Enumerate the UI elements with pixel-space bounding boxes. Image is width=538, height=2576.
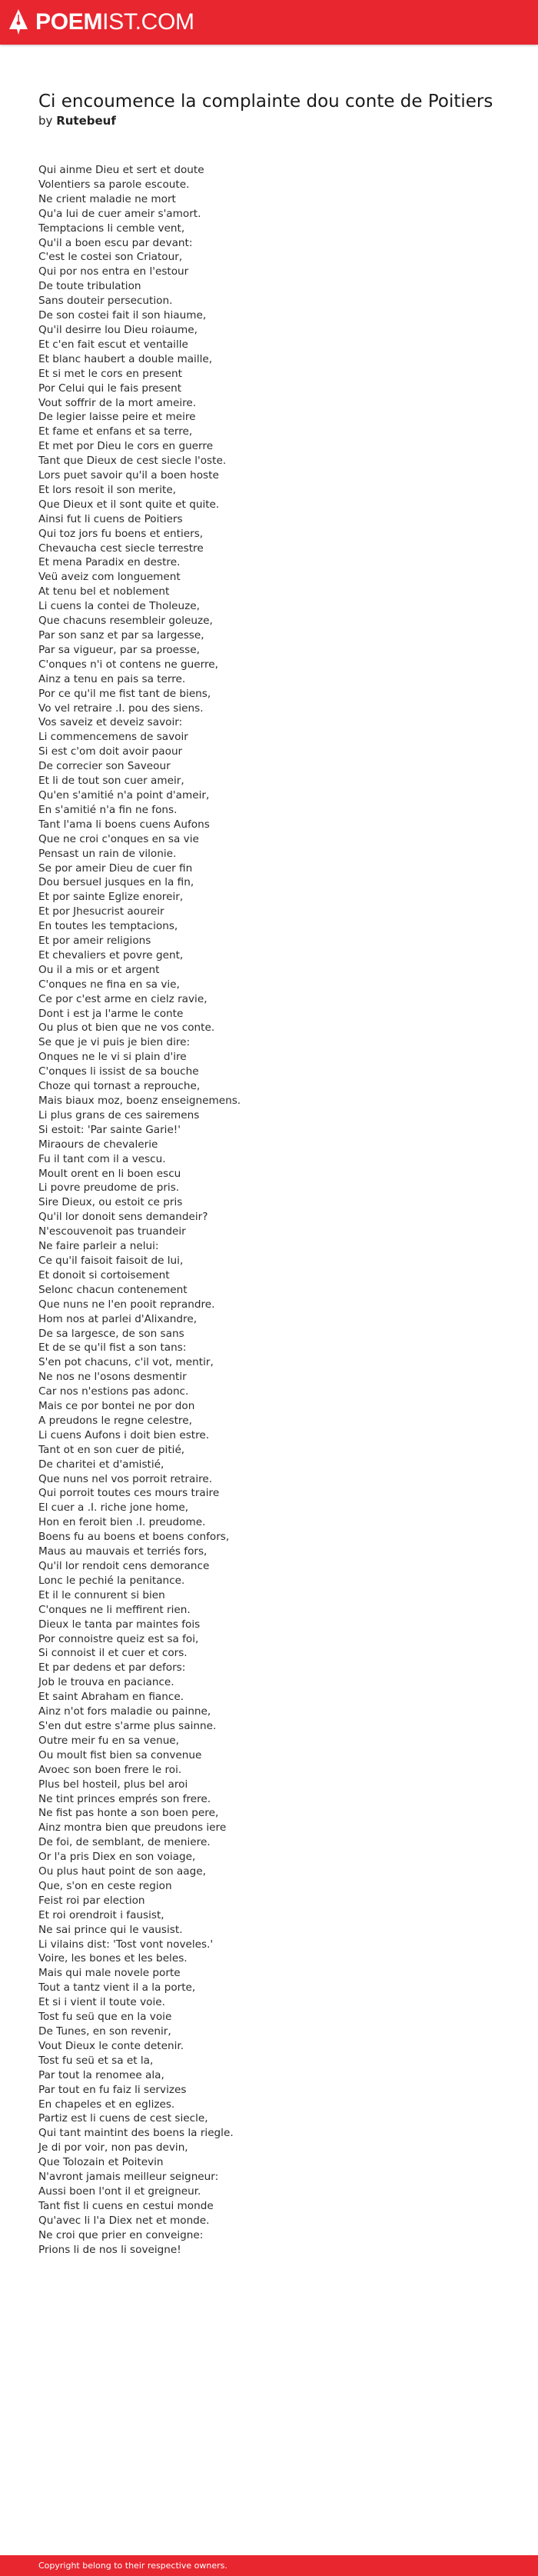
poem-byline — [38, 113, 507, 128]
quill-pen-icon — [8, 8, 29, 36]
site-header — [0, 0, 538, 45]
logo-text-light: IST.COM — [102, 9, 194, 35]
poem-container — [38, 91, 507, 2258]
poem-text: Qui ainme Dieu et sert et doute Volentiers sa parole escoute. Ne crient maladie ne mort Qu'a lui de cuer ameir s'amort. Temptacions li cemble vent, Qu'il a boen escu par devant: C'est le costei son Criatour, Qui por nos entra en l'estour De toute tribulation Sans douteir persecution. De son costei fait il son hiaume, Qu'il desirre lou Dieu roiaume, Et c'en fait escut et ventaille Et blanc haubert a double maille, Et si met le cors en present Por Celui qui le fais present Vout soffrir de la mort ameire. De legier laisse peire et meire Et fame et enfans et sa terre, Et met por Dieu le cors en guerre Tant que Dieux de cest siecle l'oste. Lors puet savoir qu'il a boen hoste Et lors resoit il son merite, Que Dieux et il sont quite et quite. Ainsi fut li cuens de Poitiers Qui toz jors fu boens et entiers, Chevaucha cest siecle terrestre Et mena Paradix en destre. Veü aveiz com longuement At tenu bel et noblement Li cuens la contei de Tholeuze, Que chacuns resembleir goleuze, Par son sanz et par sa largesse, Par sa vigueur, par sa proesse, C'onques n'i ot contens ne guerre, Ainz a tenu en pais sa terre. Por ce qu'il me fist tant de biens, Vo vel retraire .I. pou des siens. Vos saveiz et deveiz savoir: Li commencemens de savoir Si est c'om doit avoir paour De correcier son Saveour Et li de tout son cuer ameir, Qu'en s'amitié n'a point d'ameir, En s'amitié n'a fin ne fons. Tant l'ama li boens cuens Aufons Que ne croi c'onques en sa vie Pensast un rain de vilonie. Se por ameir Dieu de cuer fin Dou bersuel jusques en la fin, Et por sainte Eglize enoreir, Et por Jhesucrist aoureir En toutes les temptacions, Et por ameir religions Et chevaliers et povre gent, Ou il a mis or et argent C'onques ne fina en sa vie, Ce por c'est arme en cielz ravie, Dont i est ja l'arme le conte Ou plus ot bien que ne vos conte. Se que je vi puis je bien dire: Onques ne le vi si plain d'ire C'onques li issist de sa bouche Choze qui tornast a reprouche, Mais biaux moz, boenz enseignemens. Li plus grans de ces sairemens Si estoit: 'Par sainte Garie!' Miraours de chevalerie Fu il tant com il a vescu. Moult orent en li boen escu Li povre preudome de pris. Sire Dieux, ou estoit ce pris Qu'il lor donoit sens demandeir? N'escouvenoit pas truandeir Ne faire parleir a nelui: Ce qu'il faisoit faisoit de lui, Et donoit si cortoisement Selonc chacun contenement Que nuns ne l'en pooit reprandre. Hom nos at parlei d'Alixandre, De sa largesce, de son sans Et de se qu'il fist a son tans: S'en pot chacuns, c'il vot, mentir, Ne nos ne l'osons desmentir Car nos n'estions pas adonc. Mais ce por bontei ne por don A preudons le regne celestre, Li cuens Aufons i doit bien estre. Tant ot en son cuer de pitié, De charitei et d'amistié, Que nuns nel vos porroit retraire. Qui porroit toutes ces mours traire El cuer a .I. riche jone home, Hon en feroit bien .I. preudome. Boens fu au boens et boens confors, Maus au mauvais et terriés fors, Qu'il lor rendoit cens demorance Lonc le pechié la penitance. Et il le connurent si bien C'onques ne li meffirent rien. Dieux le tanta par maintes fois Por connoistre queiz est sa foi, Si connoist il et cuer et cors. Et par dedens et par defors: Job le trouva en paciance. Et saint Abraham en fiance. Ainz n'ot fors maladie ou painne, S'en dut estre s'arme plus sainne. Outre meir fu en sa venue, Ou moult fist bien sa convenue Avoec son boen frere le roi. Plus bel hosteil, plus bel aroi Ne tint princes emprés son frere. Ne fist pas honte a son boen pere, Ainz montra bien que preudons iere De foi, de semblant, de meniere. Or l'a pris Diex en son voiage, Ou plus haut point de son aage, Que, s'on en ceste region Feist roi par election Et roi orendroit i fausist, Ne sai prince qui le vausist. Li vilains dist: 'Tost vont noveles.' Voire, les bones et les beles. Mais qui male novele porte Tout a tantz vient il a la porte, Et si i vient il toute voie. Tost fu seü que en la voie De Tunes, en son revenir, Vout Dieux le conte detenir. Tost fu seü et sa et la, Par tout la renomee ala, Par tout en fu faiz li servizes En chapeles et en eglizes. Partiz est li cuens de cest siecle, Qui tant maintint des boens la riegle. Je di por voir, non pas devin, Que Tolozain et Poitevin N'avront jamais meilleur seigneur: Aussi boen l'ont il et greigneur. Tant fist li cuens en cestui monde Qu'avec li l'a Diex net et monde. Ne croi que prier en conveigne: Prions li de nos li soveigne! — [38, 164, 241, 2256]
author-link[interactable]: Rutebeuf — [56, 114, 116, 128]
footer-copyright: Copyright belong to their respective owners. — [38, 2561, 227, 2571]
site-logo[interactable] — [8, 8, 194, 37]
logo-text-bold: POEM — [35, 9, 103, 35]
logo-text — [35, 8, 194, 37]
site-footer — [0, 2555, 538, 2576]
byline-prefix: by — [38, 114, 53, 128]
poem-title: Ci encoumence la complainte dou conte de Poitiers — [38, 92, 493, 112]
